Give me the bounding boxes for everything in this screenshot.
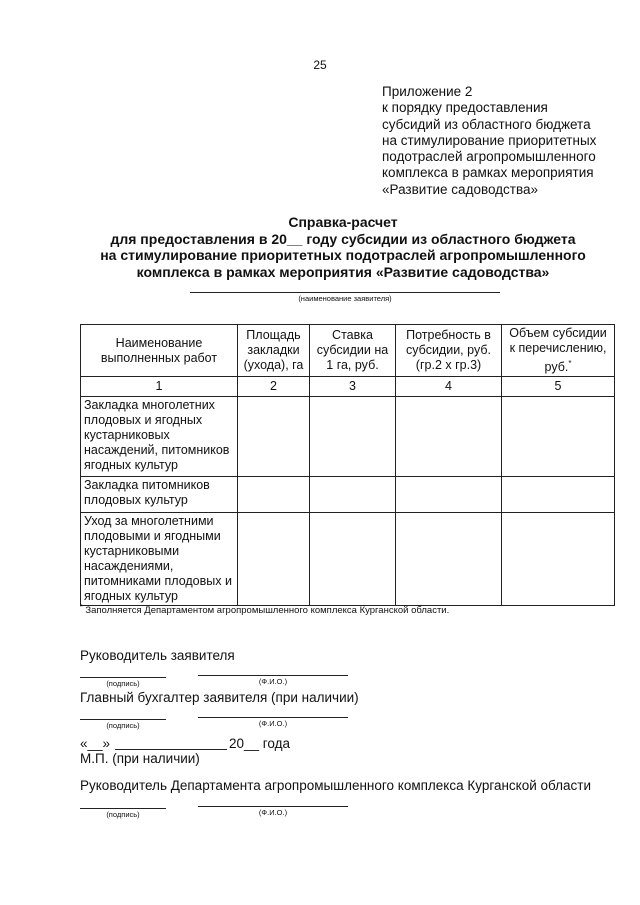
- name-line: [198, 717, 348, 718]
- footnote-mark: *: [80, 604, 83, 611]
- date-year: 20__ года: [229, 736, 291, 751]
- header-rate: Ставка субсидии на 1 га, руб.: [310, 325, 396, 377]
- header-need: Потребность в субсидии, руб. (гр.2 х гр.3): [396, 325, 502, 377]
- applicant-name-line: [190, 292, 500, 293]
- appendix-line: субсидий из областного бюджета: [382, 116, 591, 132]
- name-caption: (Ф.И.О.): [258, 719, 288, 728]
- column-number-row: [81, 377, 615, 397]
- header-subsidy-amount: [502, 325, 615, 377]
- empty-cell: [502, 513, 615, 606]
- department-signature-label: Руководитель Департамента агропромышленного комплекса Курганской области: [80, 778, 592, 793]
- header-footnote-mark: *: [568, 359, 572, 368]
- column-number: 2: [238, 377, 310, 397]
- signature-caption: (подпись): [106, 721, 140, 730]
- footnote-text: Заполняется Департаментом агропромышленного комплекса Курганской области.: [85, 605, 450, 617]
- date-month-line: [115, 749, 227, 750]
- appendix-line: комплекса в рамках мероприятия: [382, 165, 594, 181]
- column-number: 4: [396, 377, 502, 397]
- column-number: 5: [502, 377, 615, 397]
- empty-cell: [238, 513, 310, 606]
- title-line: Справка-расчет: [288, 214, 398, 230]
- appendix-heading: [382, 84, 632, 198]
- work-name-cell: Закладка питомников плодовых культур: [81, 477, 238, 513]
- accountant-signature-label: Главный бухгалтер заявителя (при наличии): [80, 690, 359, 705]
- calculation-table: [80, 324, 615, 606]
- header-subsidy-label: Объем субсидии к перечислению, руб.: [509, 326, 607, 375]
- empty-cell: [238, 477, 310, 513]
- appendix-line: «Развитие садоводства»: [382, 181, 539, 197]
- date-open: «__»: [80, 736, 111, 751]
- signature-caption: (подпись): [106, 810, 140, 819]
- empty-cell: [310, 513, 396, 606]
- applicant-caption: (наименование заявителя): [298, 294, 392, 303]
- column-number: 1: [81, 377, 238, 397]
- empty-cell: [238, 397, 310, 477]
- title-line: на стимулирование приоритетных подотраслей агропромышленного: [100, 247, 586, 263]
- footnote: [80, 604, 620, 616]
- name-line: [198, 675, 348, 676]
- empty-cell: [396, 477, 502, 513]
- work-name-cell: Уход за многолетними плодовыми и ягодными кустарниковыми насаждениями, питомниками плодовых и ягодных культур: [81, 513, 238, 606]
- column-number: 3: [310, 377, 396, 397]
- signature-line: [80, 808, 166, 809]
- seal-label: М.П. (при наличии): [80, 751, 200, 766]
- appendix-line: подотраслей агропромышленного: [382, 149, 596, 165]
- empty-cell: [502, 477, 615, 513]
- name-caption: (Ф.И.О.): [258, 808, 288, 817]
- signature-line: [80, 677, 166, 678]
- empty-cell: [396, 513, 502, 606]
- page-number: 25: [313, 58, 327, 72]
- table-row: [81, 477, 615, 513]
- name-caption: (Ф.И.О.): [258, 677, 288, 686]
- empty-cell: [310, 397, 396, 477]
- appendix-line: к порядку предоставления: [382, 100, 548, 116]
- document-title: [0, 214, 640, 280]
- empty-cell: [310, 477, 396, 513]
- table-row: [81, 513, 615, 606]
- title-line: для предоставления в 20__ году субсидии из областного бюджета: [110, 230, 576, 247]
- appendix-line: на стимулирование приоритетных: [382, 132, 597, 148]
- head-signature-label: Руководитель заявителя: [80, 648, 235, 663]
- signature-caption: (подпись): [106, 679, 140, 688]
- empty-cell: [502, 397, 615, 477]
- header-area: Площадь закладки (ухода), га: [238, 325, 310, 377]
- work-name-cell: Закладка многолетних плодовых и ягодных кустарниковых насаждений, питомников ягодных культур: [81, 397, 238, 477]
- signature-line: [80, 719, 166, 720]
- empty-cell: [396, 397, 502, 477]
- name-line: [198, 806, 348, 807]
- table-header-row: [81, 325, 615, 377]
- title-line: комплекса в рамках мероприятия «Развитие садоводства»: [136, 263, 550, 280]
- table-row: [81, 397, 615, 477]
- header-work-name: Наименование выполненных работ: [81, 325, 238, 377]
- appendix-line: Приложение 2: [382, 84, 473, 99]
